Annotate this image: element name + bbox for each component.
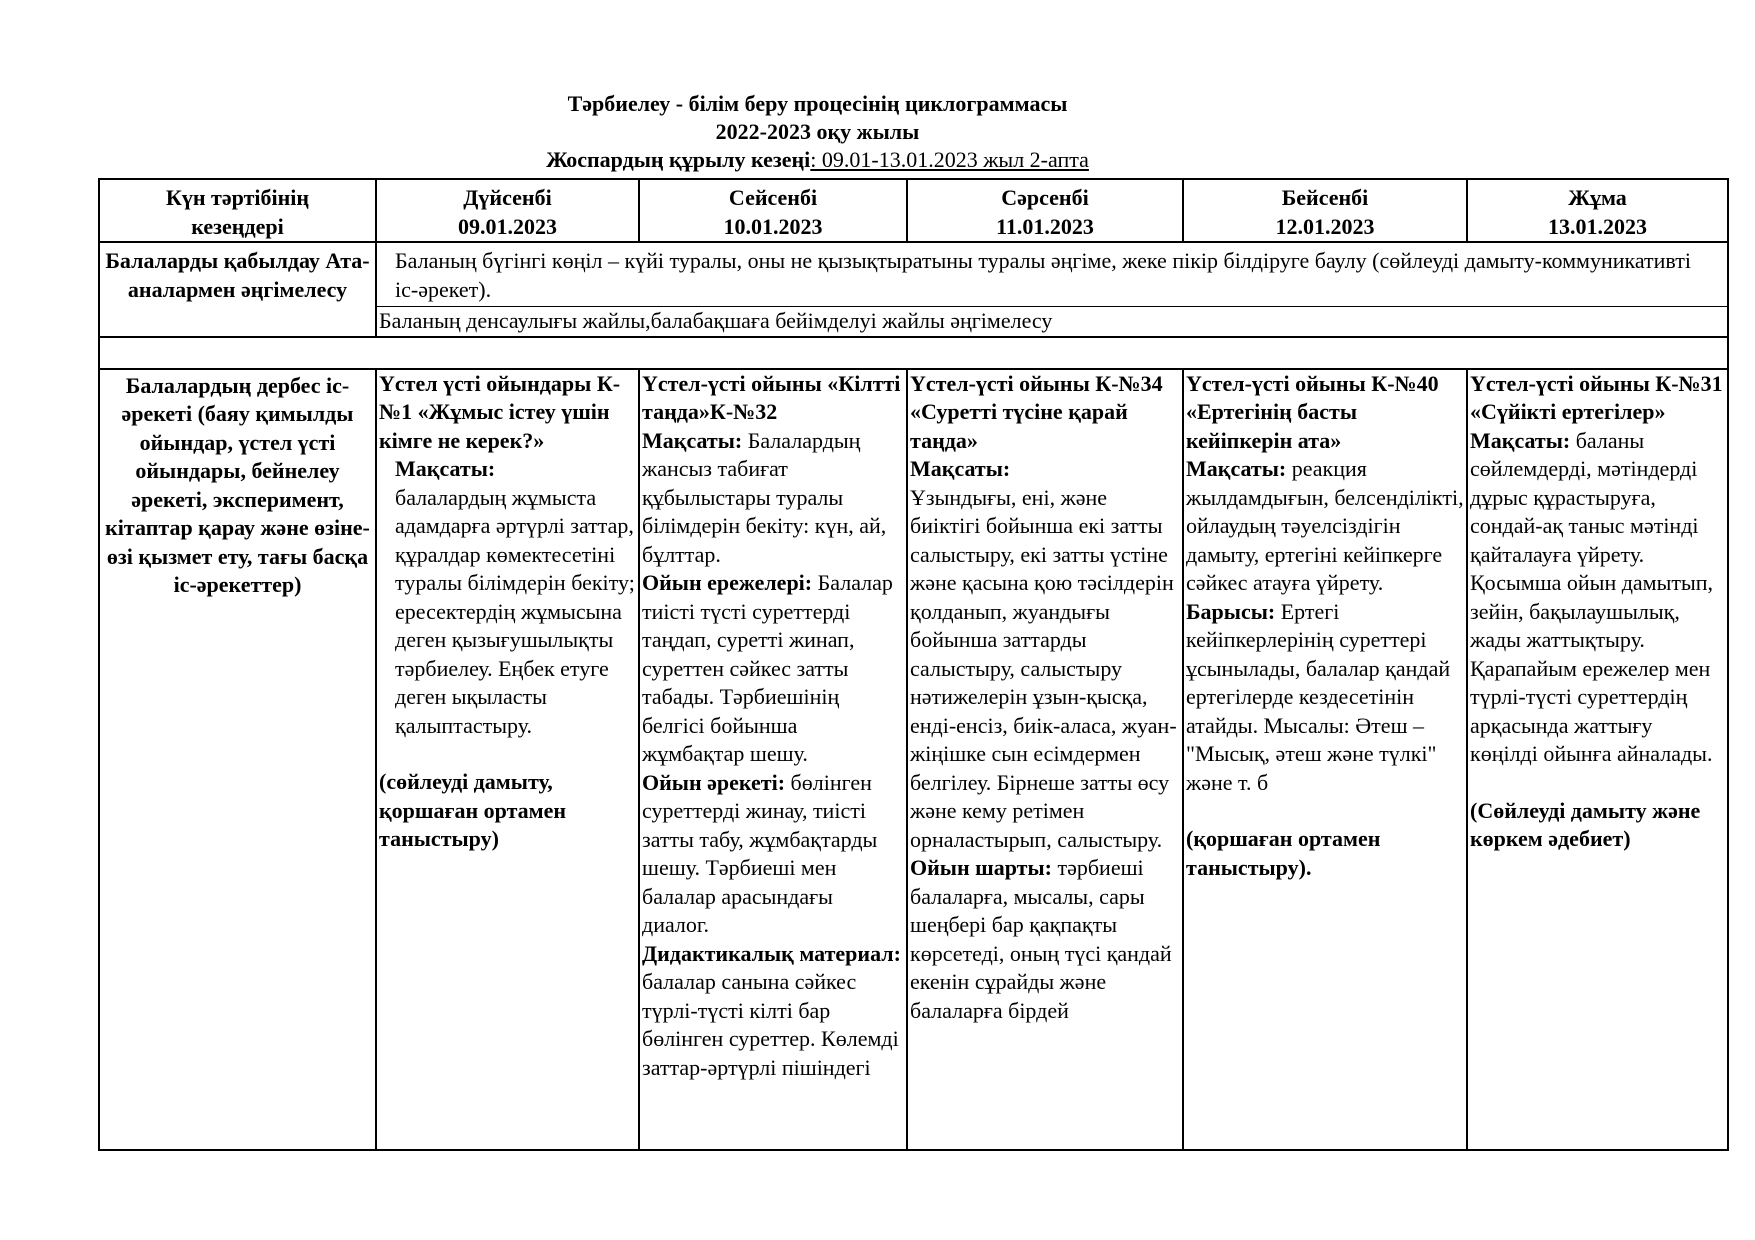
tuesday-action: бөлінген суреттерді жинау, тиісті затты табу, жұмбақтарды шешу. Тәрбиеші мен балалар арасындағы диалог. [642,769,878,937]
thursday-goal-label: Мақсаты: [1186,456,1287,481]
reception-text-mood: Баланың бүгінгі көңіл – күйі туралы, оны не қызықтыратыны туралы әңгіме, жеке пікір білдіруге баулу (сөйлеуді дамыту-коммуникативті іс-әрекет). [395,248,1691,302]
monday-area: (сөйлеуді дамыту, қоршаған ортамен таныстыру) [379,769,567,851]
header-day-monday [376,179,639,242]
thursday-area: (қоршаған ортамен таныстыру). [1186,826,1381,880]
thursday-course: Ертегі кейіпкерлерінің суреттері ұсынылады, балалар қандай ертегілерде кездесетінін атайды. Мысалы: Әтеш – "Мысық, әтеш және түлкі" және т. б [1186,598,1451,795]
header-day-tuesday [639,179,907,242]
header-day-friday [1467,179,1728,242]
activity-tuesday-cell [639,369,907,1150]
thursday-title: Үстел-үсті ойыны К-№40 «Ертегінің басты кейіпкерін ата» [1186,370,1439,453]
academic-year: 2022-2023 оқу жылы [715,119,920,144]
activity-stage-cell: Балалардың дербес іс-әрекеті (баяу қимылды ойындар, үстел үсті ойындары, бейнелеу әрекеті, эксперимент, кітаптар қарау және өзіне-өзі қызмет ету, тағы басқа іс-әрекеттер) [99,369,376,1150]
plan-period-label: Жоспардың құрылу кезеңі [546,147,811,172]
header-stage-line1: Күн тәртібінің [165,185,310,210]
friday-goal-label: Мақсаты: [1470,427,1571,453]
wednesday-cond: тәрбиеші балаларға, мысалы, сары шеңбері бар қақпақты көрсетеді, оның түсі қандай екенін сұрайды және балаларға бірдей [910,855,1172,1023]
empty-cell [99,337,1728,369]
reception-text-health: Баланың денсаулығы жайлы,балабақшаға бейімделуі жайлы әңгімелесу [377,306,1727,336]
activity-friday-cell [1467,369,1728,1150]
header-stage-line2: кезеңдері [191,213,284,239]
tuesday-rules-label: Ойын ережелері: [642,570,813,595]
wednesday-goal-label: Мақсаты: [910,456,1011,481]
wednesday-goal: Ұзындығы, ені, және биіктігі бойынша екі затты салыстыру, екі затты үстіне және қасына қою тәсілдерін қолданып, жуандығы бойынша заттарды салыстыру, салыстыру нәтижелерін ұзын-қысқа, енді-енсіз, биік-аласа, жуан-жіңішке сын есімдермен белгілеу. Бірнеше затты өсу және кему ретімен орналастырып, салыстыру. [910,484,1177,852]
day-name: Сейсенбі [728,185,818,210]
monday-title: Үстел үсті ойындары К-№1 «Жұмыс істеу үшін кімге не керек?» [379,370,621,453]
thursday-course-label: Барысы: [1186,598,1276,624]
friday-area: (Сөйлеуді дамыту және көркем әдебиет) [1470,797,1701,851]
day-name: Бейсенбі [1281,185,1369,210]
friday-goal: баланы сөйлемдерді, мәтіндерді дұрыс құрастыруға, сондай-ақ таныс мәтінді қайталауға үйрету. Қосымша ойын дамытып, зейін, бақылаушылық, жады жаттықтыру. Қарапайым ережелер мен түрлі-түсті суреттердің арқасында жаттығу көңілді ойынға айналады. [1470,427,1714,766]
friday-title: Үстел-үсті ойыны К-№31 «Сүйікті ертегілер» [1470,370,1723,424]
reception-row [99,242,1728,337]
activity-thursday-cell [1183,369,1467,1150]
day-date: 12.01.2023 [1275,213,1375,239]
header-stage-cell [99,179,376,242]
tuesday-title: Үстел-үсті ойыны «Кілтті таңда»К-№32 [642,370,901,424]
reception-content-cell [376,242,1728,337]
plan-period-value: : 09.01-13.01.2023 жыл 2-апта [810,147,1089,172]
day-date: 09.01.2023 [458,213,557,239]
header-row [99,179,1728,242]
activity-monday-cell [376,369,639,1150]
day-date: 13.01.2023 [1548,213,1647,239]
activity-wednesday-cell [907,369,1183,1150]
cyclogram-table [98,178,1729,1151]
day-name: Дүйсенбі [463,185,552,210]
header-day-thursday [1183,179,1467,242]
tuesday-rules: Балалар тиісті түсті суреттерді таңдап, суретті жинап, суреттен сәйкес затты табады. Тәрбиешінің белгісі бойынша жұмбақтар шешу. [642,570,893,766]
tuesday-goal-label: Мақсаты: [642,427,743,453]
tuesday-action-label: Ойын әрекеті: [642,769,786,795]
thursday-goal: реакция жылдамдығын, белсенділікті, ойлаудың тәуелсіздігін дамыту, ертегіні кейіпкерге сәйкес атауға үйрету. [1186,456,1464,595]
header-day-wednesday [907,179,1183,242]
day-date: 10.01.2023 [723,213,823,239]
monday-goal: балалардың жұмыста адамдарға әртүрлі заттар, құралдар көмектесетіні туралы білімдерін бекіту; ересектердің жұмысына деген қызығушылықты тәрбиелеу. Еңбек етуге деген ықыласты қалыптастыру. [395,484,635,738]
plan-period [0,146,1695,174]
tuesday-goal: Балалардың жансыз табиғат құбылыстары туралы білімдерін бекіту: күн, ай, бұлттар. [642,427,887,567]
wednesday-cond-label: Ойын шарты: [910,855,1052,880]
empty-row [99,337,1728,369]
day-name: Жұма [1568,185,1627,210]
tuesday-material: балалар санына сәйкес түрлі-түсті кілті бар бөлінген суреттер. Көлемді заттар-әртүрлі пішіндегі [642,969,899,1080]
activity-row [99,369,1728,1150]
wednesday-title: Үстел-үсті ойыны К-№34 «Суретті түсіне қарай таңда» [910,370,1163,453]
day-name: Сәрсенбі [1001,185,1089,210]
monday-goal-label: Мақсаты: [395,456,496,481]
day-date: 11.01.2023 [996,213,1094,239]
tuesday-material-label: Дидактикалық материал: [642,940,901,966]
reception-stage-cell: Балаларды қабылдау Ата-аналармен әңгімелесу [99,242,376,337]
document-title: Тәрбиелеу - білім беру процесінің циклограммасы [567,91,1068,116]
